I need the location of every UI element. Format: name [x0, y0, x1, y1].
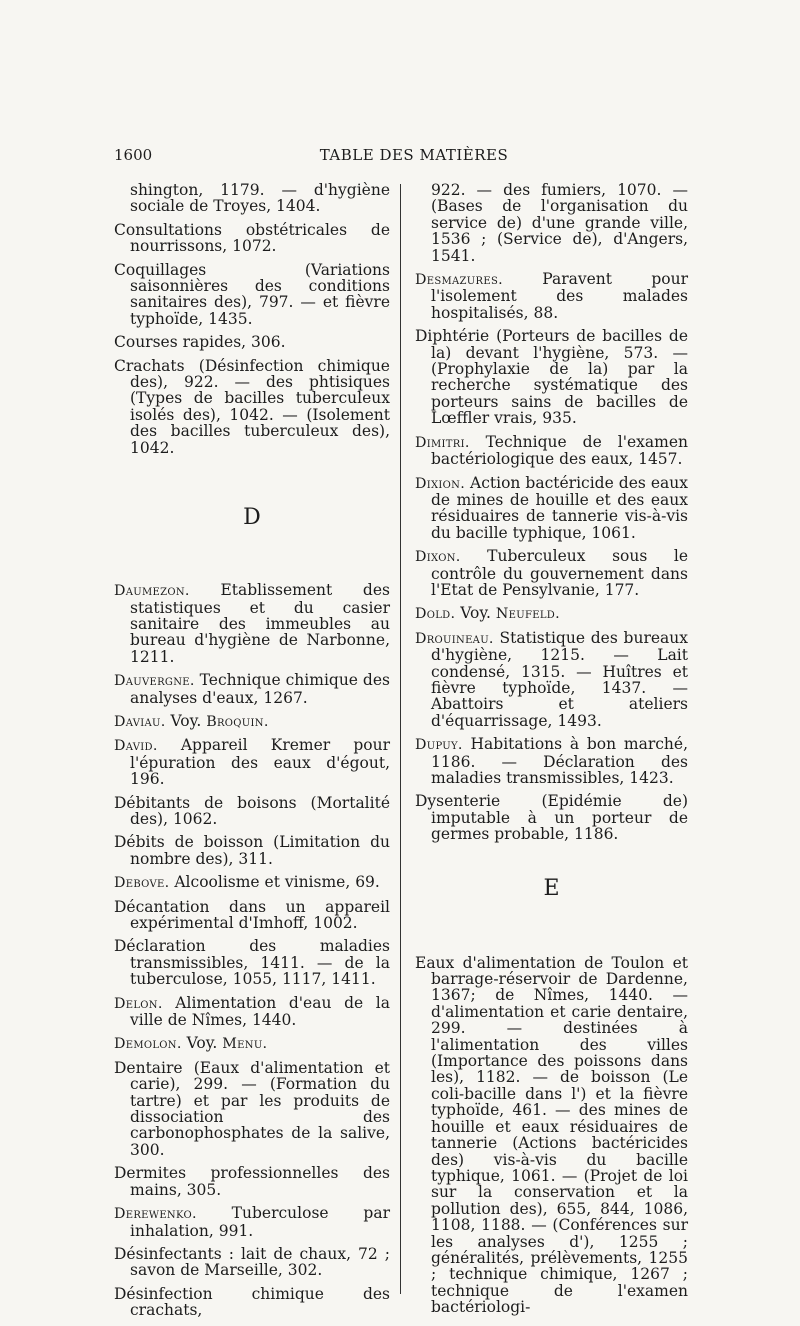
index-entry: [114, 1286, 390, 1319]
index-entry: [114, 834, 390, 867]
entry-text: Alimentation d'eau de la ville de Nîmes, 1440.: [130, 993, 390, 1030]
entry-text: Consultations obstétricales de nourrissons, 1072.: [114, 220, 390, 256]
entry-text: Dysenterie (Epidémie de) imputable à un porteur de germes probable, 1186.: [415, 792, 688, 844]
index-entry: [114, 795, 390, 828]
entry-text: Crachats (Désinfection chimique des), 922. — des phtisiques (Types de bacilles tuberculeux isolés des), 1042. — (Isolement des bacilles tuberculeux des), 1042.: [114, 356, 390, 457]
index-entry: [114, 1246, 390, 1279]
index-entry: [114, 358, 390, 456]
entry-text: Courses rapides, 306.: [114, 333, 286, 352]
index-entry: [114, 713, 390, 730]
index-entry: [114, 938, 390, 987]
entry-text: Dentaire (Eaux d'alimentation et carie), 299. — (Formation du tartre) et par les produits de dissociation des carbonophosphates de la salive, 300.: [114, 1058, 390, 1159]
index-entry: [415, 475, 688, 542]
entry-text: Décantation dans un appareil expérimental d'Imhoff, 1002.: [114, 897, 390, 932]
entry-text: Déclaration des maladies transmissibles, 1411. — de la tuberculose, 1055, 1117, 1411.: [114, 937, 390, 989]
index-entry: [114, 899, 390, 932]
index-entry: [415, 182, 688, 264]
index-entry: [415, 793, 688, 842]
entry-author: Debove.: [114, 875, 170, 892]
index-entry: [114, 1205, 390, 1239]
index-entry: [415, 328, 688, 426]
index-entry: [415, 605, 688, 622]
entry-text: shington, 1179. — d'hygiène sociale de Troyes, 1404.: [130, 181, 390, 216]
entry-text: Tuberculeux sous le contrôle du gouvernement dans l'Etat de Pensylvanie, 177.: [431, 547, 688, 599]
index-entry: [415, 736, 688, 786]
entry-text: Technique chimique des analyses d'eaux, 1267.: [130, 671, 390, 707]
entry-cross-reference: Menu.: [222, 1036, 268, 1053]
index-entry: [114, 222, 390, 255]
entry-author: Demolon.: [114, 1036, 182, 1053]
entry-cross-reference: Neufeld.: [495, 606, 560, 623]
index-entry: [114, 1060, 390, 1158]
index-entry: [415, 434, 688, 468]
entry-text: Eaux d'alimentation de Toulon et barrage-réservoir de Dardenne, 1367; de Nîmes, 1440. — d'alimentation et carie dentaire, 299. — destinées à l'alimentation des villes (Importance des poissons dans les), 1182. — de boisson (Le coli-bacille dans l') et la fièvre typhoïde, 461. — des mines de houille et eaux résiduaires de tannerie (Actions bactéricides des) vis-à-vis du bacille typhique, 1061. — (Projet de loi sur la conservation et la pollution des), 655, 844, 1086, 1108, 1188. — (Conférences sur les analyses d'), 1255 ; généralités, prélèvements, 1255 ; technique chimique, 1267 ; technique de l'examen bactériologi-: [415, 953, 688, 1317]
entry-text: Voy.: [455, 604, 496, 623]
section-letter-e: E: [543, 875, 560, 901]
entry-author: Dauvergne.: [114, 673, 195, 690]
entry-text: Appareil Kremer pour l'épuration des eaux d'égout, 196.: [130, 736, 390, 789]
entry-author: Daumezon.: [114, 583, 190, 600]
entry-text: Diphtérie (Porteurs de bacilles de la) devant l'hygiène, 573. — (Prophylaxie de la) par la recherche systématique des porteurs sains de bacilles de Lœffler vrais, 935.: [415, 327, 688, 428]
entry-text: Tuberculose par inhalation, 991.: [130, 1204, 390, 1240]
left-entries-d: [114, 582, 390, 1318]
index-entry: [415, 548, 688, 598]
index-entry: [114, 995, 390, 1029]
index-entry: [114, 874, 390, 891]
index-entry: [114, 672, 390, 706]
entry-text: Habitations à bon marché, 1186. — Déclaration des maladies transmissibles, 1423.: [431, 735, 688, 787]
right-entries-d: [415, 182, 688, 843]
page-header: [114, 146, 714, 170]
entry-cross-reference: Broquin.: [206, 713, 269, 730]
entry-author: Dold.: [415, 606, 456, 623]
index-entry: [114, 262, 390, 328]
entry-text: Désinfectants : lait de chaux, 72 ; savon de Marseille, 302.: [114, 1244, 390, 1280]
entry-author: Dixion.: [415, 475, 466, 492]
entry-text: Débitants de boisons (Mortalité des), 1062.: [114, 793, 390, 828]
left-column: [114, 182, 390, 1326]
entry-text: Désinfection chimique des crachats,: [114, 1284, 390, 1320]
entry-author: Dimitri.: [415, 434, 470, 451]
entry-text: Etablissement des statistiques et du casier sanitaire des immeubles au bureau d'hygiène de Narbonne, 1211.: [130, 581, 390, 666]
entry-text: Voy.: [181, 1034, 223, 1053]
entry-text: Statistique des bureaux d'hygiène, 1215. — Lait condensé, 1315. — Huîtres et fièvre typhoïde, 1437. — Abattoirs et ateliers d'équarrissage, 1493.: [431, 628, 688, 730]
entry-text: Débits de boisson (Limitation du nombre des), 311.: [114, 833, 390, 868]
index-entry: [114, 182, 390, 215]
section-letter-d: D: [243, 505, 261, 531]
index-entry: [114, 582, 390, 665]
entry-text: Voy.: [165, 711, 207, 730]
entry-text: 922. — des fumiers, 1070. — (Bases de l'organisation du service de) d'une grande ville, 1536 ; (Service de), d'Angers, 1541.: [431, 181, 688, 265]
index-entry: [114, 1165, 390, 1198]
entry-text: Dermites professionnelles des mains, 305.: [114, 1164, 390, 1199]
index-entry: [114, 334, 390, 350]
entry-text: Alcoolisme et vinisme, 69.: [169, 873, 380, 892]
entry-text: Technique de l'examen bactériologique des eaux, 1457.: [431, 432, 688, 469]
entry-author: Drouineau.: [415, 630, 494, 647]
column-divider: [400, 184, 401, 1294]
entry-author: Desmazures.: [415, 272, 503, 289]
entry-text: Paravent pour l'isolement des malades hospitalisés, 88.: [431, 270, 688, 322]
left-entries-c: [114, 182, 390, 456]
index-entry: [415, 955, 688, 1316]
entry-text: Action bactéricide des eaux de mines de houille et des eaux résiduaires de tannerie vis-à-vis du bacille typhique, 1061.: [431, 473, 688, 542]
index-entry: [415, 630, 688, 729]
index-entry: [415, 271, 688, 321]
right-column: [415, 182, 688, 1323]
entry-author: Dixon.: [415, 549, 461, 566]
index-entry: [114, 1035, 390, 1052]
entry-author: David.: [114, 738, 158, 755]
entry-author: Delon.: [114, 995, 163, 1012]
entry-text: Coquillages (Variations saisonnières des conditions sanitaires des), 797. — et fièvre typhoïde, 1435.: [114, 260, 390, 328]
index-entry: [114, 737, 390, 787]
entry-author: Dupuy.: [415, 737, 463, 754]
running-title: TABLE DES MATIÈRES: [319, 146, 509, 164]
right-entries-e: [415, 955, 688, 1316]
entry-author: Derewenko.: [114, 1206, 197, 1223]
page-number: 1600: [114, 146, 153, 164]
entry-author: Daviau.: [114, 713, 166, 730]
